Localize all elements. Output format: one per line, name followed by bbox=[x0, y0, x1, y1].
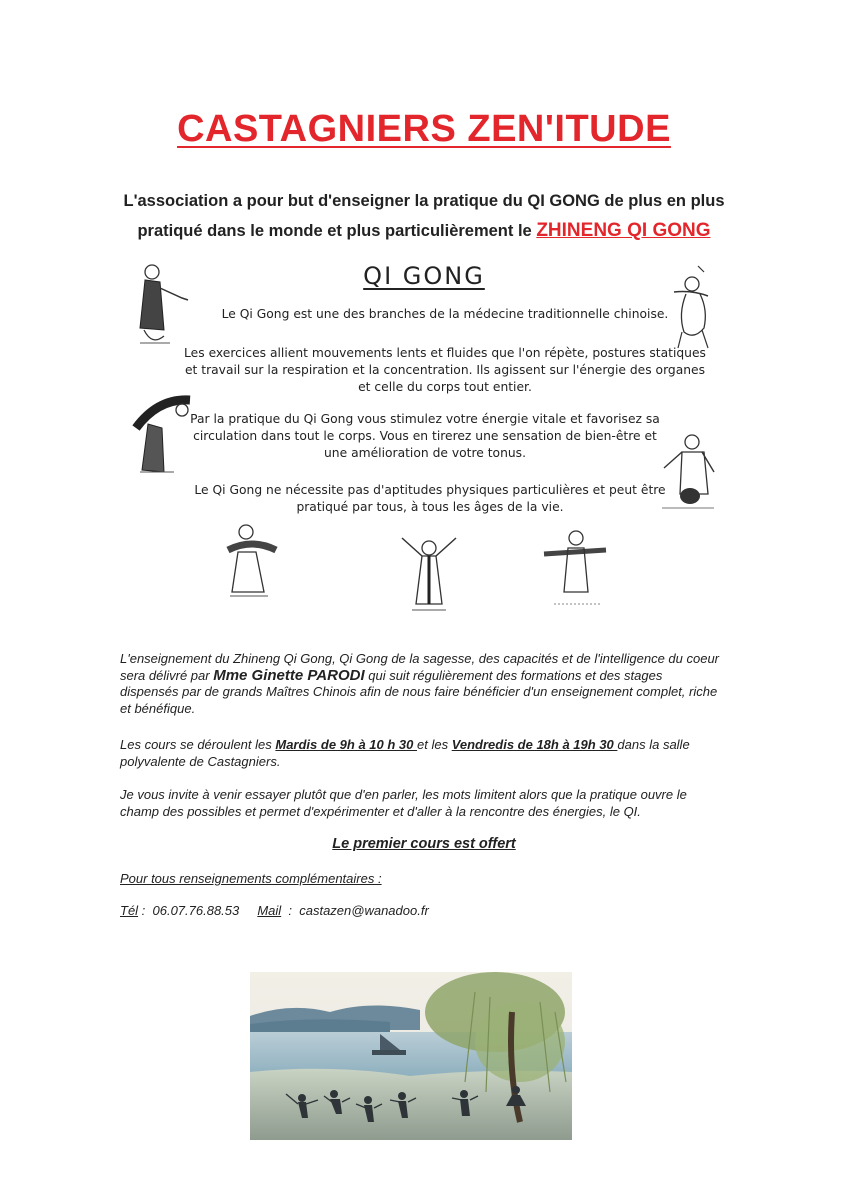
teaching-paragraph bbox=[120, 651, 720, 717]
practitioner-illustration-7 bbox=[540, 526, 610, 612]
practitioner-illustration-2 bbox=[660, 262, 720, 357]
practitioner-illustration-5 bbox=[222, 520, 282, 610]
zhineng-highlight: ZHINENG QI GONG bbox=[536, 220, 711, 241]
landscape-painting bbox=[250, 972, 572, 1140]
practitioner-illustration-6 bbox=[394, 530, 464, 620]
tel-label: Tél bbox=[120, 903, 139, 918]
mail-label: Mail bbox=[257, 903, 282, 918]
qigong-heading: QI GONG bbox=[363, 262, 485, 290]
qigong-paragraph-2: Les exercices allient mouvements lents et fluides que l'on répète, postures statiques et travail sur la respiration et la concentration. Ils agissent sur l'énergie des organes et celle du corps tout entier. bbox=[184, 346, 706, 394]
tel-value: : 06.07.76.88.53 bbox=[138, 903, 258, 918]
practitioner-illustration-1 bbox=[130, 258, 200, 358]
intro-line-2-text: pratiqué dans le monde et plus particulièrement le bbox=[137, 222, 537, 240]
schedule-slot-friday: Vendredis de 18h à 19h 30 bbox=[451, 737, 618, 752]
practitioner-illustration-4 bbox=[652, 428, 722, 518]
schedule-middle: et les bbox=[417, 737, 452, 752]
mail-value[interactable]: : castazen@wanadoo.fr bbox=[281, 903, 429, 918]
schedule-slot-tuesday: Mardis de 9h à 10 h 30 bbox=[275, 737, 417, 752]
intro-line-1: L'association a pour but d'enseigner la pratique du QI GONG de plus en plus bbox=[123, 192, 725, 210]
schedule-paragraph bbox=[120, 737, 720, 770]
invite-paragraph: Je vous invite à venir essayer plutôt que d'en parler, les mots limitent alors que la pratique ouvre le champ des possibles et permet d'expérimenter et d'aller à la rencontre des énergies, le QI. bbox=[120, 787, 687, 819]
teaching-text-before: L'enseignement du Zhineng Qi Gong, Qi Gong de la sagesse, des capacités et de l'intelligence du coeur sera délivré par bbox=[120, 651, 720, 683]
teaching-text-after: qui suit régulièrement des formations et des stages dispensés par de grands Maîtres Chinois afin de nous faire bénéficier d'un enseignement complet, riche et bénéfique. bbox=[120, 667, 718, 716]
intro-line-2 bbox=[0, 220, 848, 242]
teacher-name: Mme Ginette PARODI bbox=[213, 666, 365, 684]
qigong-paragraph-4: Le Qi Gong ne nécessite pas d'aptitudes physiques particulières et peut être pratiqué par tous, à tous les âges de la vie. bbox=[194, 483, 666, 514]
qigong-paragraph-1: Le Qi Gong est une des branches de la médecine traditionnelle chinoise. bbox=[221, 307, 669, 321]
schedule-suffix: dans la salle polyvalente de Castagniers. bbox=[120, 737, 690, 769]
practitioner-illustration-3 bbox=[128, 388, 208, 488]
contact-line bbox=[120, 903, 429, 918]
qigong-paragraph-3: Par la pratique du Qi Gong vous stimulez votre énergie vitale et favorisez sa circulation dans tout le corps. Vous en tirerez une sensation de bien-être et une amélioration de votre tonus. bbox=[190, 412, 660, 460]
info-label: Pour tous renseignements complémentaires : bbox=[120, 871, 382, 886]
free-first-class: Le premier cours est offert bbox=[332, 836, 516, 852]
page-title: CASTAGNIERS ZEN'ITUDE bbox=[177, 108, 671, 150]
schedule-prefix: Les cours se déroulent les bbox=[120, 737, 276, 752]
